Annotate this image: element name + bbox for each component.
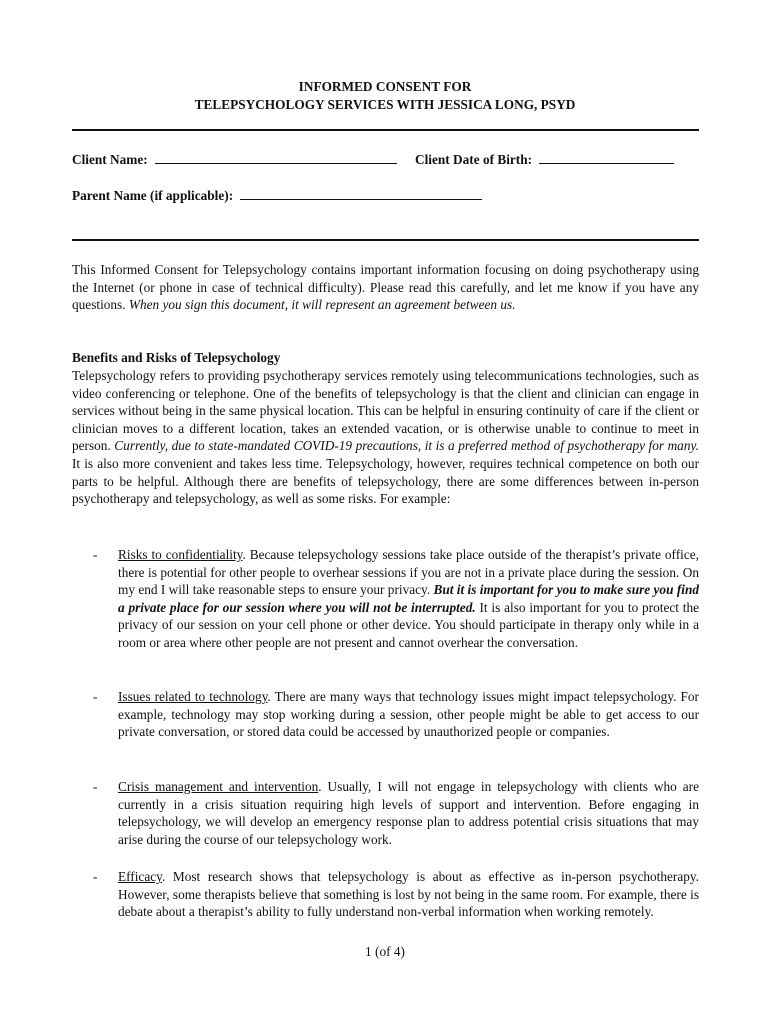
bullet-text-a: . Most research shows that telepsychology is about as effective as in-person psychotherapy. However, some therapists believe that something is lost by not being in the same room. For example, there is debate about a therapist’s ability to fully understand non-verbal information when working remotely. [118,869,699,920]
document-title-line2: TELEPSYCHOLOGY SERVICES WITH JESSICA LONG, PSYD [194,97,576,112]
bullet-dash: - [93,869,98,884]
bottom-divider [72,239,699,241]
client-dob-row [415,151,674,169]
bullet-title: Efficacy [118,869,162,884]
client-name-row [72,151,397,169]
parent-name-label: Parent Name (if applicable): [72,188,234,203]
client-dob-field[interactable] [539,151,674,164]
bullet-title: Risks to confidentiality [118,547,243,562]
section-italic: Currently, due to state-mandated COVID-19 precautions, it is a preferred method of psychotherapy for many. [114,438,699,454]
bullet-text-b: It is also important for you to protect the privacy of our session on your cell phone or other device. You should participate in therapy only while in a room or area where other people are not present and cannot overhear the conversation. [118,599,700,650]
bullet-dash: - [93,779,98,794]
section-text-b: It is also more convenient and takes less time. Telepsychology, however, requires technical competence on both our parts to be helpful. Although there are benefits of telepsychology, there are some differences between in-person psychotherapy and telepsychology, as well as some risks. For example: [72,455,699,507]
section-heading: Benefits and Risks of Telepsychology [72,350,281,365]
document-title-line1: INFORMED CONSENT FOR [298,79,472,94]
bullet-dash: - [93,547,98,562]
client-dob-label: Client Date of Birth: [415,152,533,167]
parent-name-row [72,187,482,205]
client-name-field[interactable] [155,151,397,164]
bullet-title: Issues related to technology [118,689,268,704]
top-divider [72,129,699,131]
bullet-text-a: . There are many ways that technology issues might impact telepsychology. For example, technology may stop working during a session, other people might be able to get access to our private conversation, or stored data could be accessed by unauthorized people or companies. [118,689,699,740]
bullet-efficacy [118,868,699,921]
bullet-dash: - [93,689,98,704]
bullet-title: Crisis management and intervention [118,779,319,794]
bullet-text-a: . Usually, I will not engage in telepsychology with clients who are currently in a crisis situation requiring high levels of support and intervention. Before engaging in telepsychology, we will develop an emergency response plan to address potential crisis situations that may arise during the course of our telepsychology work. [118,779,700,847]
bullet-text-a: . Because telepsychology sessions take place outside of the therapist’s private office, there is potential for other people to overhear sessions if you are not in a private place during the session. On my end I will take reasonable steps to ensure your privacy. [118,547,699,598]
section-paragraph [72,367,699,508]
bullet-technology [118,688,699,741]
bullet-bold-italic: But it is important for you to make sure you find a private place for our session where you will not be interrupted. [118,582,699,615]
bullet-confidentiality [118,546,699,652]
page-number: 1 (of 4) [365,944,405,959]
intro-paragraph [72,261,699,314]
section-text-a: Telepsychology refers to providing psychotherapy services remotely using telecommunications technologies, such as video conferencing or telephone. One of the benefits of telepsychology is that the client and clinician can engage in services without being in the same physical location. This can be helpful in ensuring continuity of care if the client or clinician moves to a different location, takes an extended vacation, or is otherwise unable to continue to meet in person. [72,368,699,454]
bullet-crisis [118,778,699,848]
intro-italic: When you sign this document, it will represent an agreement between us. [128,297,516,313]
client-name-label: Client Name: [72,152,148,167]
intro-text: This Informed Consent for Telepsychology contains important information focusing on doing psychotherapy using the Internet (or phone in case of technical difficulty). Please read this carefully, and let me know if you have any questions. [72,262,699,313]
parent-name-field[interactable] [240,187,482,200]
